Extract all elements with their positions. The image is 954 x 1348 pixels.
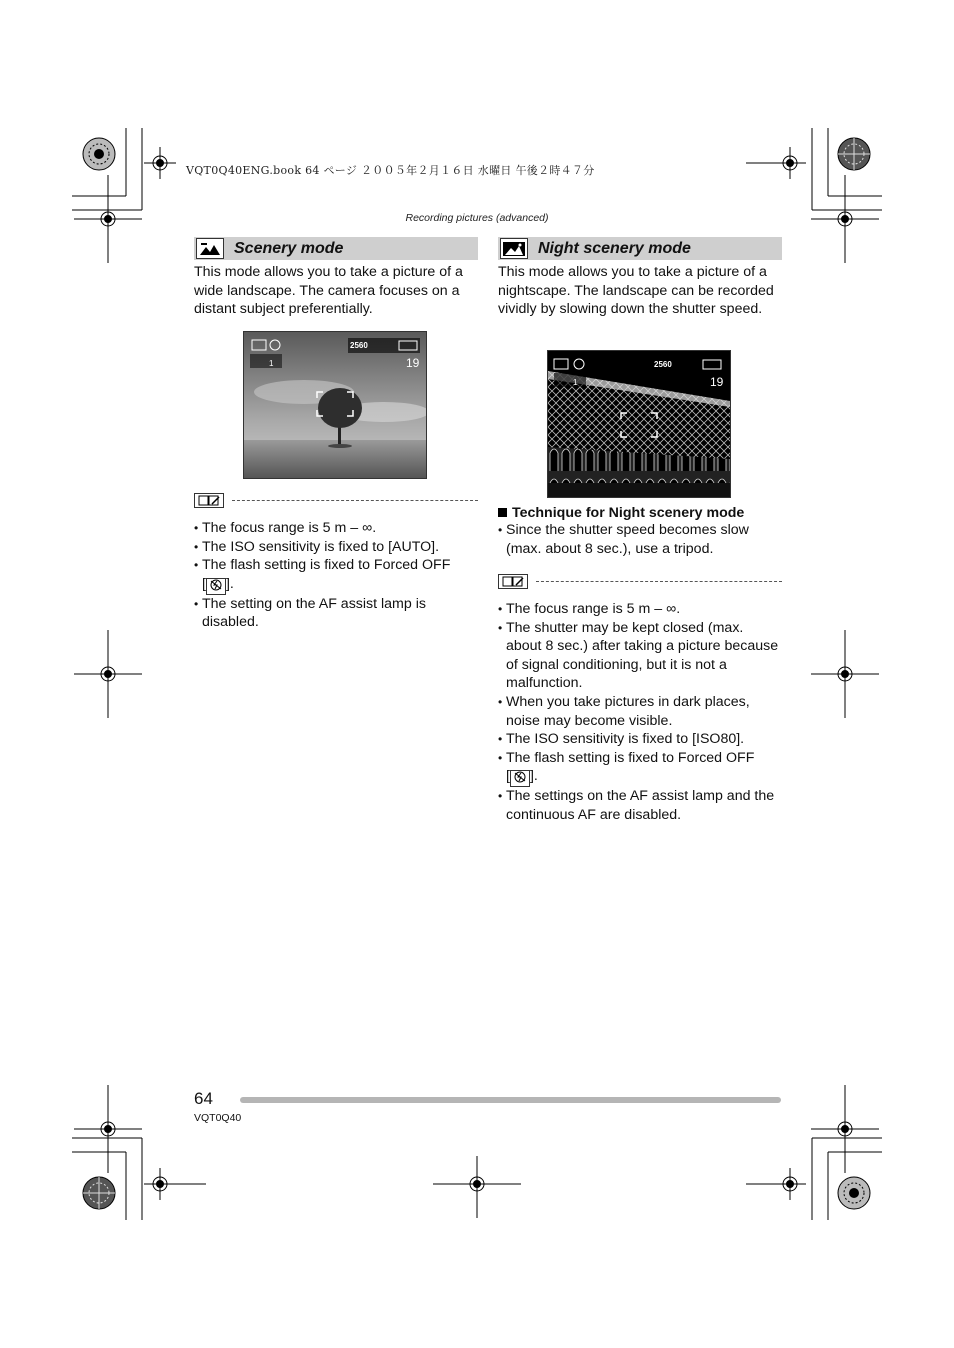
list-item-text: The flash setting is fixed to Forced OFF	[202, 557, 451, 574]
note-icon	[194, 493, 224, 508]
night-scenery-mode-icon	[500, 238, 528, 259]
night-notes-list	[498, 600, 782, 825]
scenery-shots-remaining: 19	[406, 356, 420, 370]
flash-off-icon	[510, 770, 530, 787]
bracket-open: [	[202, 575, 206, 592]
page-number: 64	[194, 1089, 213, 1108]
night-section-title: Night scenery mode	[538, 239, 691, 257]
note-divider	[536, 581, 782, 582]
list-item	[498, 749, 782, 788]
scenery-lcd-screen	[243, 331, 427, 479]
scenery-section-header	[194, 237, 478, 260]
list-item-text: The flash setting is fixed to Forced OFF	[506, 749, 755, 766]
bracket-close: ].	[529, 768, 538, 785]
night-stabilizer-mode: 1	[573, 378, 578, 387]
list-item: • The focus range is 5 m – ∞.	[498, 600, 782, 619]
list-item: • The setting on the AF assist lamp is disabled.	[194, 595, 478, 632]
note-divider	[232, 500, 478, 501]
list-item: • The settings on the AF assist lamp and the continuous AF are disabled.	[498, 787, 782, 824]
note-icon	[498, 574, 528, 589]
night-lcd-screen	[547, 350, 731, 498]
list-item: • Since the shutter speed becomes slow (max. about 8 sec.), use a tripod.	[498, 521, 782, 558]
scenery-section	[194, 237, 478, 319]
footer-rule	[240, 1097, 781, 1103]
scenery-mode-icon	[196, 238, 224, 259]
list-item	[194, 556, 478, 595]
list-item: • The shutter may be kept closed (max. about 8 sec.) after taking a picture because of signal conditioning, but it is not a malfunction.	[498, 619, 782, 693]
square-bullet-icon	[498, 508, 507, 517]
night-technique	[498, 505, 782, 558]
list-item: • The ISO sensitivity is fixed to [AUTO].	[194, 538, 478, 557]
scenery-notes-list	[194, 519, 478, 632]
model-code: VQT0Q40	[194, 1112, 242, 1124]
bracket-open: [	[506, 768, 510, 785]
technique-heading	[498, 505, 782, 521]
running-head: Recording pictures (advanced)	[405, 212, 549, 224]
scenery-intro: This mode allows you to take a picture of a wide landscape. The camera focuses on a distant subject preferentially.	[194, 264, 463, 318]
scenery-section-title: Scenery mode	[234, 239, 344, 257]
bracket-close: ].	[225, 575, 234, 592]
flash-off-icon	[206, 578, 226, 595]
technique-title: Technique for Night scenery mode	[512, 505, 745, 521]
list-item: • The focus range is 5 m – ∞.	[194, 519, 478, 538]
list-item: • When you take pictures in dark places, noise may become visible.	[498, 693, 782, 730]
scenery-resolution: 2560	[350, 341, 368, 350]
scenery-notes	[194, 491, 478, 632]
night-photo	[548, 351, 730, 497]
night-resolution: 2560	[654, 360, 672, 369]
scenery-stabilizer-mode: 1	[269, 359, 274, 368]
list-item: • The ISO sensitivity is fixed to [ISO80].	[498, 730, 782, 749]
night-notes	[498, 572, 782, 825]
night-scenery-section	[498, 237, 782, 319]
night-section-header	[498, 237, 782, 260]
scenery-photo	[244, 332, 426, 478]
technique-list	[498, 521, 782, 558]
night-shots-remaining: 19	[710, 375, 724, 389]
night-intro: This mode allows you to take a picture of a nightscape. The landscape can be recorded vividly by slowing down the shutter speed.	[498, 264, 774, 318]
print-header: VQT0Q40ENG.book 64 ページ ２００５年２月１６日 水曜日 午後２時４７分	[186, 164, 595, 177]
